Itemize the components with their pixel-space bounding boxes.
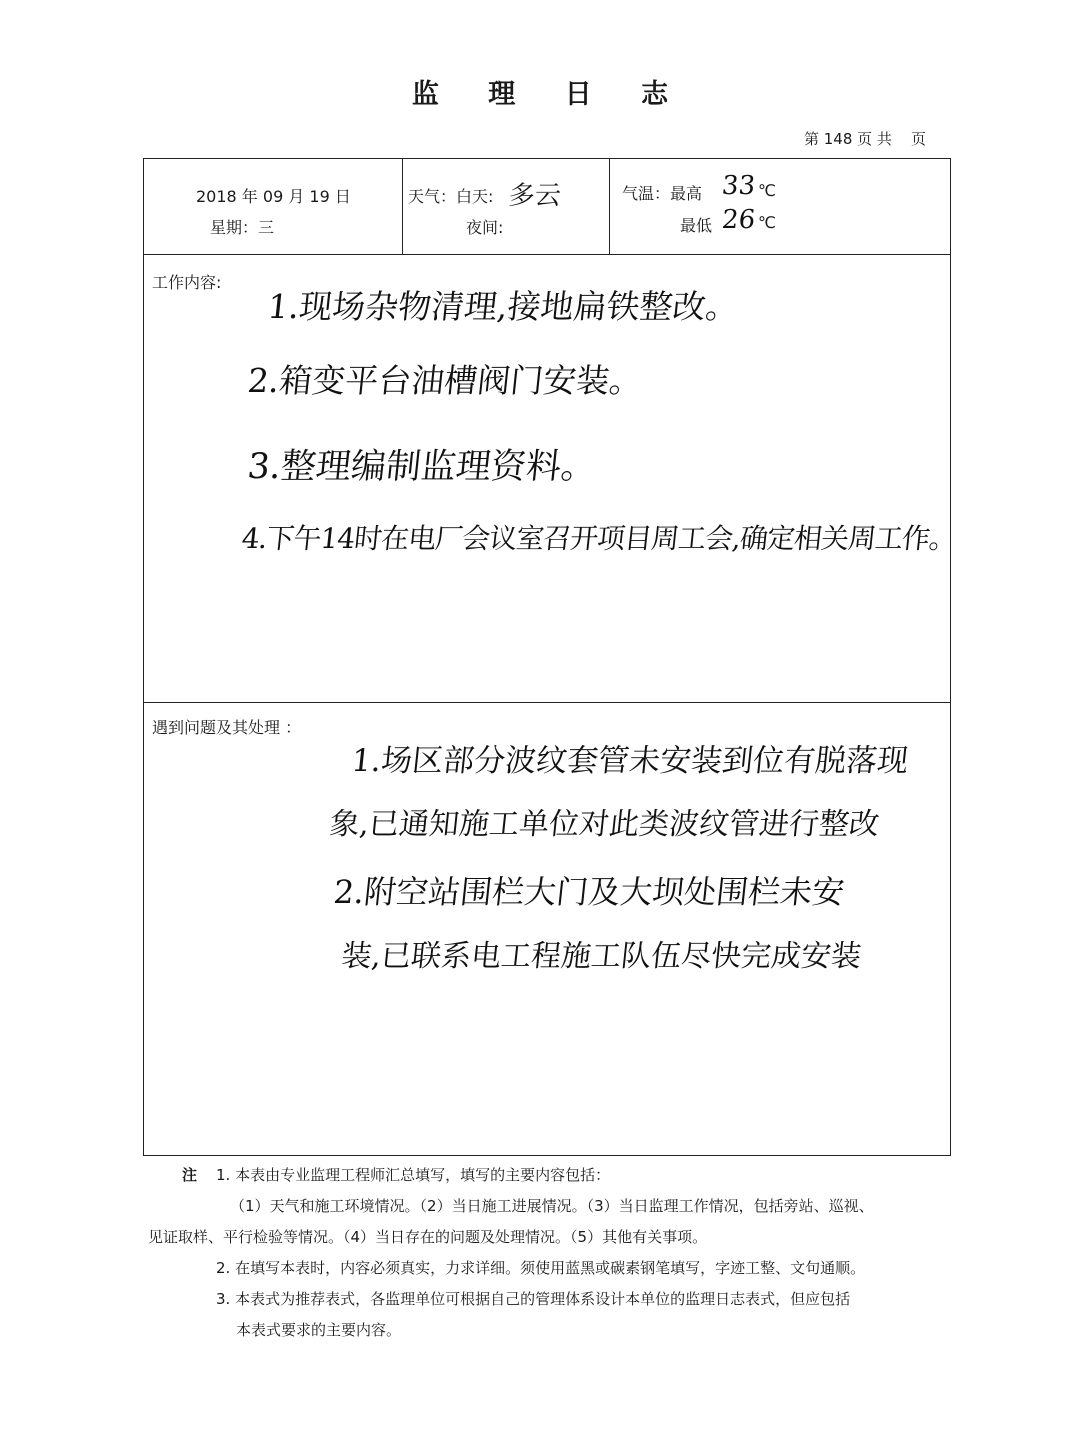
work-item: 4.下午14时在电厂会议室召开项目周工会,确定相关周工作。 <box>240 522 958 555</box>
notes-mark: 注 <box>182 1166 198 1184</box>
temp-high-unit: ℃ <box>758 181 776 200</box>
work-content-label: 工作内容: <box>152 273 222 292</box>
note-3-cont: 本表式要求的主要内容。 <box>236 1321 402 1339</box>
date-field: 2018 年 09 月 19 日 <box>196 187 351 206</box>
work-item: 2.箱变平台油槽阀门安装。 <box>245 361 645 400</box>
temp-low-label: 最低 <box>680 216 713 235</box>
note-1: 1. 本表由专业监理工程师汇总填写，填写的主要内容包括： <box>216 1166 611 1184</box>
temp-low-unit: ℃ <box>758 213 776 232</box>
note-3: 3. 本表式为推荐表式，各监理单位可根据自己的管理体系设计本单位的监理日志表式，但应包括 <box>216 1290 851 1308</box>
log-form <box>143 158 958 1156</box>
problem-line: 装,已联系电工程施工队伍尽快完成安装 <box>339 939 864 974</box>
row-divider <box>144 254 950 255</box>
problem-line: 2.附空站围栏大门及大坝处围栏未安 <box>331 873 847 911</box>
problem-line: 1.场区部分波纹套管未安装到位有脱落现 <box>349 743 911 779</box>
page-number: 第 148 页 共 页 <box>804 130 927 148</box>
temp-high-label: 气温：最高 <box>622 184 703 203</box>
problems-label: 遇到问题及其处理 ： <box>152 718 302 737</box>
col-divider <box>609 159 610 254</box>
work-item: 3.整理编制监理资料。 <box>245 447 599 487</box>
temp-low-value: 26 <box>720 205 757 235</box>
note-1-detail-cont: 见证取样、平行检验等情况。（4）当日存在的问题及处理情况。（5）其他有关事项。 <box>148 1228 708 1246</box>
section-divider <box>144 702 950 703</box>
weekday-field: 星期：三 <box>210 218 275 237</box>
temp-high-value: 33 <box>720 171 757 201</box>
col-divider <box>402 159 403 254</box>
weather-day-label: 天气：白天: <box>408 187 494 206</box>
note-2: 2. 在填写本表时，内容必须真实，力求详细。须使用蓝黑或碳素钢笔填写，字迹工整、文句通顺。 <box>216 1259 866 1277</box>
work-item: 1.现场杂物清理,接地扁铁整改。 <box>265 287 741 326</box>
note-1-detail: （1）天气和施工环境情况。（2）当日施工进展情况。（3）当日监理工作情况，包括旁站、巡视、 <box>230 1197 874 1215</box>
weather-day-value: 多云 <box>507 181 563 211</box>
problem-line: 象,已通知施工单位对此类波纹管进行整改 <box>327 807 882 842</box>
page-title: 监 理 日 志 <box>411 79 689 110</box>
notes-section <box>148 1160 958 1346</box>
weather-night-label: 夜间: <box>466 218 504 237</box>
